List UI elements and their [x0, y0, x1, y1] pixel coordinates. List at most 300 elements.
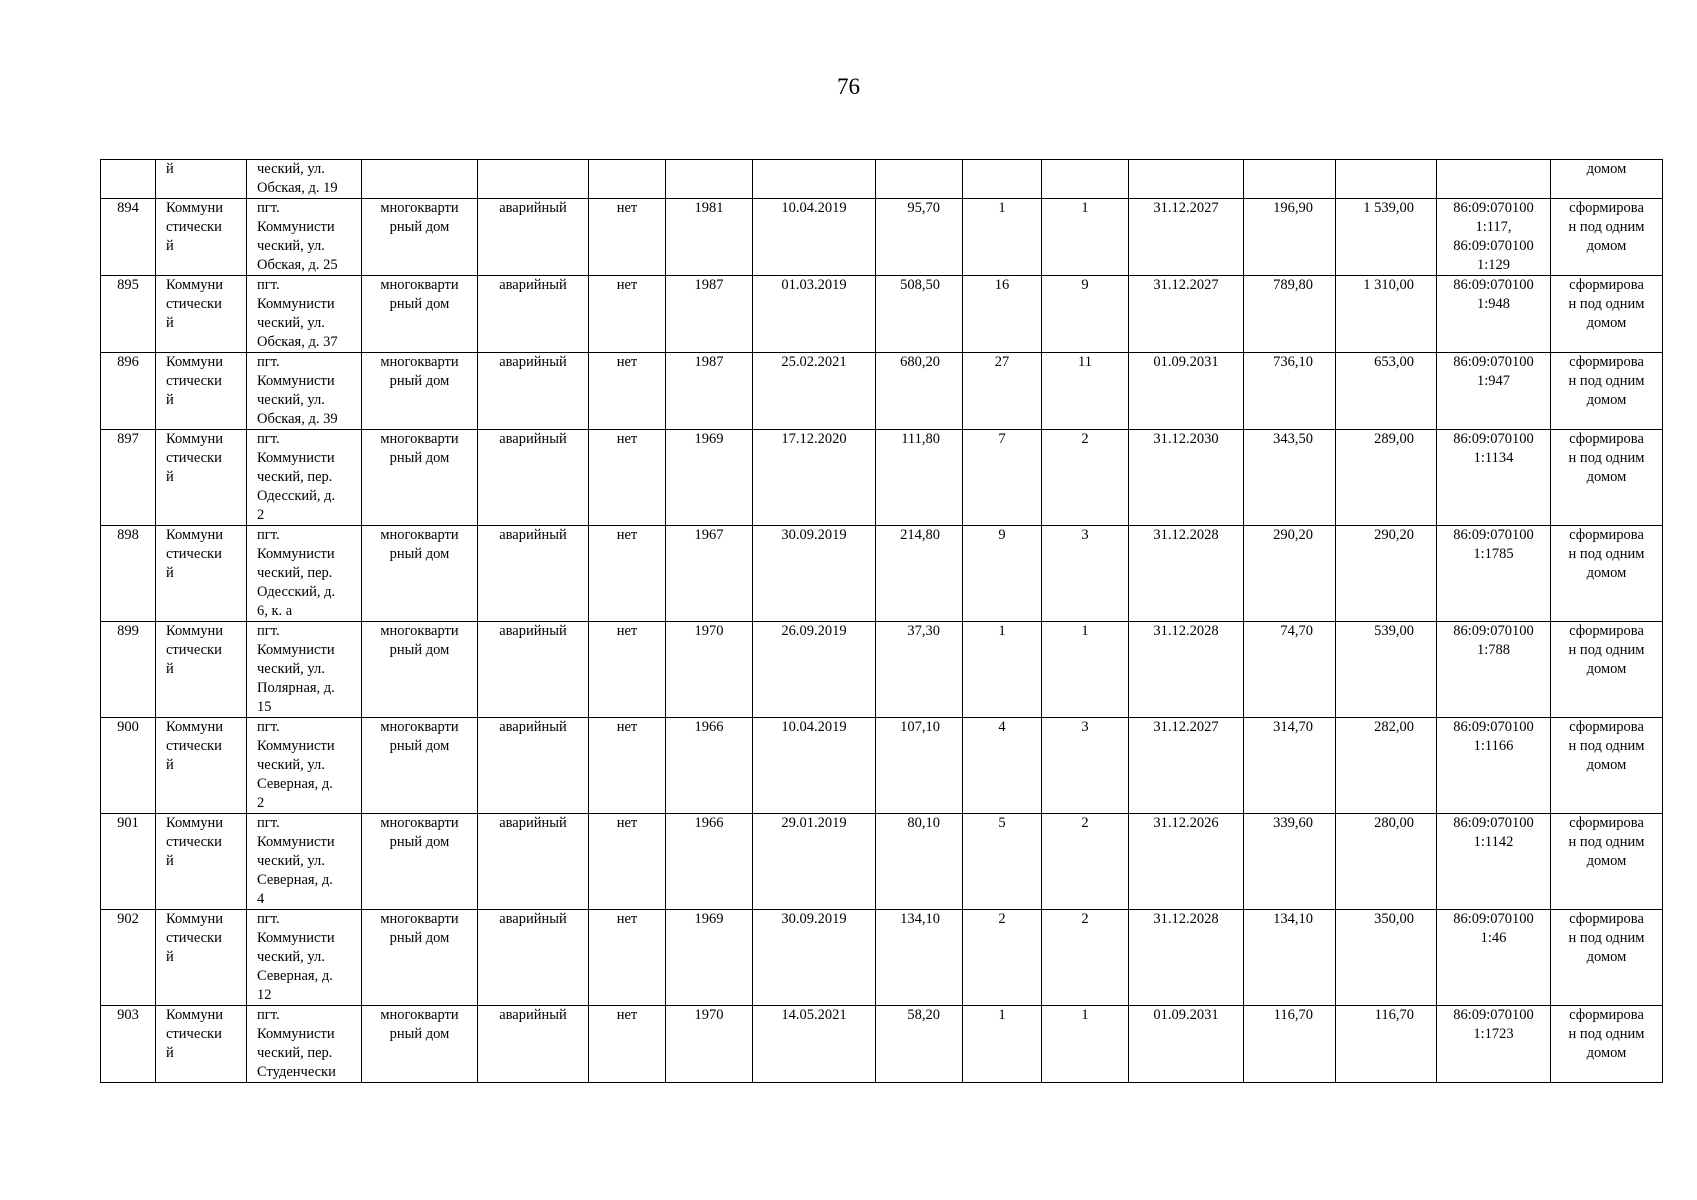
cell-address — [247, 526, 362, 622]
cell-municipality — [156, 814, 247, 910]
cell-number: 895 — [101, 276, 156, 353]
cell-line: Коммунисти — [257, 834, 335, 850]
cell-line: й — [166, 853, 174, 869]
cell-emergency: нет — [589, 910, 666, 1006]
cell-address — [247, 276, 362, 353]
cell-deadline: 31.12.2028 — [1129, 622, 1244, 718]
cell-line: рный дом — [389, 642, 450, 658]
cell-area: 134,10 — [876, 910, 963, 1006]
cell-people: 7 — [963, 430, 1042, 526]
cell-line: Коммунисти — [257, 642, 335, 658]
cell-line: многокварти — [380, 431, 459, 447]
cell-line: пгт. — [257, 200, 280, 216]
cell-address — [247, 430, 362, 526]
cell-line: н под одним — [1568, 930, 1645, 946]
cell-line: ческий, ул. — [257, 853, 325, 869]
cell-line: 86:09:070100 — [1453, 431, 1534, 447]
cell-line: стически — [166, 834, 222, 850]
cell-land-status — [1551, 353, 1663, 430]
cell-address — [247, 353, 362, 430]
cell-line: Одесский, д. — [257, 488, 336, 504]
cell-line: домом — [1586, 392, 1627, 408]
cell-deadline: 31.12.2027 — [1129, 276, 1244, 353]
cell-land-area: 539,00 — [1336, 622, 1437, 718]
cell-line: сформирова — [1569, 277, 1644, 293]
cell-line: рный дом — [389, 373, 450, 389]
cell-date: 30.09.2019 — [753, 910, 876, 1006]
cell-deadline: 01.09.2031 — [1129, 353, 1244, 430]
cell-line: Коммуни — [166, 527, 224, 543]
cell-apartments: 3 — [1042, 718, 1129, 814]
cell-building-type — [362, 160, 478, 199]
cell-line: 86:09:070100 — [1453, 238, 1534, 254]
cell-line: рный дом — [389, 738, 450, 754]
cell-line: 86:09:070100 — [1453, 527, 1534, 543]
cell-building-type — [362, 353, 478, 430]
cell-line: рный дом — [389, 834, 450, 850]
cell-line: н под одним — [1568, 450, 1645, 466]
cell-apartments: 11 — [1042, 353, 1129, 430]
page-number: 76 — [837, 74, 860, 99]
cell-line: Одесский, д. — [257, 584, 336, 600]
cell-line: 1:948 — [1476, 296, 1511, 312]
cell-line: Коммунисти — [257, 296, 335, 312]
cell-line: сформирова — [1569, 623, 1644, 639]
cell-line: Северная, д. — [257, 776, 333, 792]
cell-line: 12 — [257, 987, 272, 1003]
cell-line: Коммуни — [166, 431, 224, 447]
cell-line: 86:09:070100 — [1453, 1007, 1534, 1023]
cell-address — [247, 160, 362, 199]
cell-area-total: 116,70 — [1244, 1006, 1336, 1083]
cell-year: 1969 — [666, 430, 753, 526]
cell-municipality — [156, 526, 247, 622]
cell-line: многокварти — [380, 354, 459, 370]
cell-line: й — [166, 565, 174, 581]
cell-people: 1 — [963, 199, 1042, 276]
cell-line: многокварти — [380, 719, 459, 735]
cell-number: 896 — [101, 353, 156, 430]
cell-line: рный дом — [389, 1026, 450, 1042]
cell-emergency — [589, 160, 666, 199]
registry-table — [100, 159, 1663, 1083]
cell-area — [876, 160, 963, 199]
cell-line: стически — [166, 642, 222, 658]
cell-line: ческий, ул. — [257, 392, 325, 408]
cell-line: й — [166, 392, 174, 408]
cell-cadastral — [1437, 814, 1551, 910]
cell-line: пгт. — [257, 1007, 280, 1023]
cell-status: аварийный — [478, 430, 589, 526]
cell-line: н под одним — [1568, 1026, 1645, 1042]
cell-status: аварийный — [478, 718, 589, 814]
cell-line: домом — [1586, 661, 1627, 677]
cell-line: Коммуни — [166, 277, 224, 293]
cell-date: 29.01.2019 — [753, 814, 876, 910]
cell-line: стически — [166, 738, 222, 754]
cell-land-area: 282,00 — [1336, 718, 1437, 814]
cell-line: Коммунисти — [257, 930, 335, 946]
cell-area-total: 339,60 — [1244, 814, 1336, 910]
cell-line: й — [166, 1045, 174, 1061]
cell-line: Студенчески — [257, 1064, 336, 1080]
cell-line: н под одним — [1568, 546, 1645, 562]
cell-area: 111,80 — [876, 430, 963, 526]
cell-people: 1 — [963, 1006, 1042, 1083]
cell-line: домом — [1586, 469, 1627, 485]
cell-line: Северная, д. — [257, 968, 333, 984]
cell-cadastral — [1437, 910, 1551, 1006]
cell-line: й — [166, 949, 174, 965]
cell-line: многокварти — [380, 200, 459, 216]
cell-line: стически — [166, 1026, 222, 1042]
cell-line: 1:947 — [1476, 373, 1511, 389]
cell-address — [247, 910, 362, 1006]
cell-cadastral — [1437, 276, 1551, 353]
cell-line: сформирова — [1569, 200, 1644, 216]
cell-number: 902 — [101, 910, 156, 1006]
cell-land-status — [1551, 1006, 1663, 1083]
cell-municipality — [156, 622, 247, 718]
cell-deadline: 31.12.2028 — [1129, 526, 1244, 622]
cell-line: й — [166, 661, 174, 677]
cell-land-status — [1551, 622, 1663, 718]
cell-line: Коммуни — [166, 911, 224, 927]
cell-line: рный дом — [389, 296, 450, 312]
cell-line: домом — [1586, 949, 1627, 965]
cell-line: й — [166, 161, 174, 177]
cell-line: 1:1134 — [1473, 450, 1514, 466]
cell-year: 1969 — [666, 910, 753, 1006]
cell-deadline: 31.12.2028 — [1129, 910, 1244, 1006]
cell-emergency: нет — [589, 526, 666, 622]
cell-cadastral — [1437, 526, 1551, 622]
cell-date: 10.04.2019 — [753, 718, 876, 814]
table-row — [101, 160, 1663, 199]
cell-land-status — [1551, 910, 1663, 1006]
cell-building-type — [362, 199, 478, 276]
cell-building-type — [362, 814, 478, 910]
cell-line: домом — [1586, 565, 1627, 581]
cell-deadline: 01.09.2031 — [1129, 1006, 1244, 1083]
cell-emergency: нет — [589, 353, 666, 430]
cell-status: аварийный — [478, 1006, 589, 1083]
cell-people: 16 — [963, 276, 1042, 353]
cell-area-total: 789,80 — [1244, 276, 1336, 353]
cell-area: 58,20 — [876, 1006, 963, 1083]
cell-line: 1:46 — [1480, 930, 1507, 946]
cell-address — [247, 199, 362, 276]
cell-line: сформирова — [1569, 719, 1644, 735]
cell-line: Коммунисти — [257, 450, 335, 466]
cell-date: 25.02.2021 — [753, 353, 876, 430]
cell-emergency: нет — [589, 199, 666, 276]
cell-line: рный дом — [389, 450, 450, 466]
cell-line: 1:1785 — [1473, 546, 1514, 562]
cell-line: Коммуни — [166, 623, 224, 639]
cell-date: 17.12.2020 — [753, 430, 876, 526]
cell-area-total: 343,50 — [1244, 430, 1336, 526]
cell-line: пгт. — [257, 719, 280, 735]
cell-line: домом — [1586, 853, 1627, 869]
cell-line: й — [166, 757, 174, 773]
cell-number: 900 — [101, 718, 156, 814]
cell-line: стически — [166, 450, 222, 466]
cell-line: н под одним — [1568, 642, 1645, 658]
cell-status: аварийный — [478, 910, 589, 1006]
cell-area-total: 290,20 — [1244, 526, 1336, 622]
cell-people: 1 — [963, 622, 1042, 718]
cell-line: 4 — [257, 891, 265, 907]
cell-land-status — [1551, 526, 1663, 622]
table-row — [101, 526, 1663, 622]
cell-line: домом — [1586, 1045, 1627, 1061]
cell-land-area: 1 539,00 — [1336, 199, 1437, 276]
cell-line: 6, к. а — [257, 603, 293, 619]
cell-line: сформирова — [1569, 431, 1644, 447]
cell-area-total: 314,70 — [1244, 718, 1336, 814]
cell-line: ческий, пер. — [257, 565, 333, 581]
cell-date: 14.05.2021 — [753, 1006, 876, 1083]
cell-line: многокварти — [380, 527, 459, 543]
cell-number — [101, 160, 156, 199]
cell-line: стически — [166, 546, 222, 562]
cell-line: н под одним — [1568, 738, 1645, 754]
cell-line: н под одним — [1568, 296, 1645, 312]
cell-year: 1970 — [666, 622, 753, 718]
cell-line: пгт. — [257, 911, 280, 927]
table-body — [101, 160, 1663, 1083]
cell-address — [247, 718, 362, 814]
cell-people: 5 — [963, 814, 1042, 910]
cell-line: ческий, ул. — [257, 949, 325, 965]
cell-land-area — [1336, 160, 1437, 199]
cell-line: сформирова — [1569, 354, 1644, 370]
cell-status: аварийный — [478, 526, 589, 622]
cell-line: Коммунисти — [257, 1026, 335, 1042]
cell-date: 10.04.2019 — [753, 199, 876, 276]
cell-line: ческий, ул. — [257, 238, 325, 254]
cell-line: стически — [166, 296, 222, 312]
cell-line: многокварти — [380, 815, 459, 831]
cell-line: сформирова — [1569, 527, 1644, 543]
cell-line: Северная, д. — [257, 872, 333, 888]
cell-land-status — [1551, 199, 1663, 276]
cell-deadline — [1129, 160, 1244, 199]
cell-land-status — [1551, 718, 1663, 814]
cell-apartments: 1 — [1042, 622, 1129, 718]
cell-line: Коммуни — [166, 200, 224, 216]
cell-line: Коммунисти — [257, 738, 335, 754]
cell-area: 214,80 — [876, 526, 963, 622]
cell-status: аварийный — [478, 353, 589, 430]
cell-line: домом — [1586, 238, 1627, 254]
cell-apartments: 9 — [1042, 276, 1129, 353]
cell-line: многокварти — [380, 1007, 459, 1023]
cell-line: 1:129 — [1476, 257, 1511, 273]
cell-line: 15 — [257, 699, 272, 715]
cell-line: домом — [1586, 161, 1627, 177]
table-row — [101, 622, 1663, 718]
cell-deadline: 31.12.2030 — [1129, 430, 1244, 526]
cell-people: 27 — [963, 353, 1042, 430]
cell-emergency: нет — [589, 718, 666, 814]
cell-line: ческий, ул. — [257, 315, 325, 331]
cell-line: домом — [1586, 757, 1627, 773]
cell-area: 37,30 — [876, 622, 963, 718]
cell-apartments: 2 — [1042, 910, 1129, 1006]
cell-year: 1981 — [666, 199, 753, 276]
cell-area: 107,10 — [876, 718, 963, 814]
cell-apartments: 1 — [1042, 199, 1129, 276]
cell-line: пгт. — [257, 277, 280, 293]
cell-line: Обская, д. 37 — [257, 334, 338, 350]
cell-line: 86:09:070100 — [1453, 815, 1534, 831]
cell-area-total: 196,90 — [1244, 199, 1336, 276]
cell-line: стически — [166, 373, 222, 389]
cell-land-status — [1551, 430, 1663, 526]
table-row — [101, 430, 1663, 526]
cell-people: 9 — [963, 526, 1042, 622]
cell-line: 86:09:070100 — [1453, 354, 1534, 370]
cell-emergency: нет — [589, 430, 666, 526]
cell-area: 508,50 — [876, 276, 963, 353]
cell-number: 903 — [101, 1006, 156, 1083]
cell-status: аварийный — [478, 814, 589, 910]
cell-line: пгт. — [257, 431, 280, 447]
cell-line: Коммуни — [166, 815, 224, 831]
cell-line: Коммунисти — [257, 373, 335, 389]
cell-status: аварийный — [478, 622, 589, 718]
cell-deadline: 31.12.2027 — [1129, 199, 1244, 276]
cell-line: Коммунисти — [257, 219, 335, 235]
cell-building-type — [362, 622, 478, 718]
cell-deadline: 31.12.2027 — [1129, 718, 1244, 814]
cell-status — [478, 160, 589, 199]
cell-line: 1:1723 — [1473, 1026, 1514, 1042]
cell-municipality — [156, 160, 247, 199]
cell-municipality — [156, 910, 247, 1006]
cell-line: ческий, пер. — [257, 469, 333, 485]
cell-line: рный дом — [389, 219, 450, 235]
cell-line: ческий, ул. — [257, 757, 325, 773]
cell-line: стически — [166, 219, 222, 235]
table-row — [101, 910, 1663, 1006]
cell-emergency: нет — [589, 276, 666, 353]
cell-land-area: 289,00 — [1336, 430, 1437, 526]
cell-line: сформирова — [1569, 911, 1644, 927]
cell-cadastral — [1437, 1006, 1551, 1083]
cell-municipality — [156, 430, 247, 526]
cell-land-status — [1551, 814, 1663, 910]
cell-line: Коммуни — [166, 354, 224, 370]
cell-line: 86:09:070100 — [1453, 200, 1534, 216]
cell-line: Коммуни — [166, 1007, 224, 1023]
cell-apartments: 3 — [1042, 526, 1129, 622]
cell-line: 1:117, — [1475, 219, 1512, 235]
cell-building-type — [362, 1006, 478, 1083]
cell-line: пгт. — [257, 623, 280, 639]
cell-number: 894 — [101, 199, 156, 276]
table-row — [101, 276, 1663, 353]
cell-date — [753, 160, 876, 199]
cell-address — [247, 814, 362, 910]
cell-line: н под одним — [1568, 219, 1645, 235]
cell-line: домом — [1586, 315, 1627, 331]
cell-status: аварийный — [478, 199, 589, 276]
cell-line: н под одним — [1568, 373, 1645, 389]
cell-line: стически — [166, 930, 222, 946]
cell-land-status — [1551, 160, 1663, 199]
table-row — [101, 814, 1663, 910]
cell-building-type — [362, 526, 478, 622]
cell-land-area: 116,70 — [1336, 1006, 1437, 1083]
cell-area-total — [1244, 160, 1336, 199]
cell-status: аварийный — [478, 276, 589, 353]
cell-emergency: нет — [589, 1006, 666, 1083]
cell-line: 1:1166 — [1473, 738, 1514, 754]
cell-municipality — [156, 1006, 247, 1083]
cell-line: Полярная, д. — [257, 680, 335, 696]
cell-cadastral — [1437, 199, 1551, 276]
cell-area: 95,70 — [876, 199, 963, 276]
cell-line: 2 — [257, 507, 265, 523]
cell-line: Коммуни — [166, 719, 224, 735]
table-row — [101, 1006, 1663, 1083]
cell-date: 01.03.2019 — [753, 276, 876, 353]
cell-line: 1:1142 — [1473, 834, 1514, 850]
cell-date: 30.09.2019 — [753, 526, 876, 622]
cell-line: ческий, ул. — [257, 661, 325, 677]
cell-line: Коммунисти — [257, 546, 335, 562]
cell-apartments: 2 — [1042, 430, 1129, 526]
cell-year: 1987 — [666, 276, 753, 353]
cell-line: многокварти — [380, 277, 459, 293]
cell-year: 1966 — [666, 814, 753, 910]
cell-apartments: 1 — [1042, 1006, 1129, 1083]
cell-land-status — [1551, 276, 1663, 353]
cell-line: рный дом — [389, 930, 450, 946]
cell-municipality — [156, 199, 247, 276]
cell-cadastral — [1437, 160, 1551, 199]
cell-land-area: 1 310,00 — [1336, 276, 1437, 353]
cell-emergency: нет — [589, 814, 666, 910]
cell-number: 897 — [101, 430, 156, 526]
cell-building-type — [362, 718, 478, 814]
cell-area: 680,20 — [876, 353, 963, 430]
cell-line: Обская, д. 19 — [257, 180, 338, 196]
cell-line: рный дом — [389, 546, 450, 562]
cell-cadastral — [1437, 718, 1551, 814]
cell-line: 86:09:070100 — [1453, 623, 1534, 639]
cell-line: й — [166, 238, 174, 254]
cell-line: 86:09:070100 — [1453, 277, 1534, 293]
cell-year — [666, 160, 753, 199]
cell-line: ческий, пер. — [257, 1045, 333, 1061]
cell-cadastral — [1437, 353, 1551, 430]
cell-building-type — [362, 430, 478, 526]
cell-cadastral — [1437, 622, 1551, 718]
cell-municipality — [156, 276, 247, 353]
cell-line: Обская, д. 25 — [257, 257, 338, 273]
cell-area: 80,10 — [876, 814, 963, 910]
cell-people — [963, 160, 1042, 199]
cell-line: ческий, ул. — [257, 161, 325, 177]
cell-line: многокварти — [380, 911, 459, 927]
cell-building-type — [362, 276, 478, 353]
cell-deadline: 31.12.2026 — [1129, 814, 1244, 910]
cell-line: сформирова — [1569, 815, 1644, 831]
